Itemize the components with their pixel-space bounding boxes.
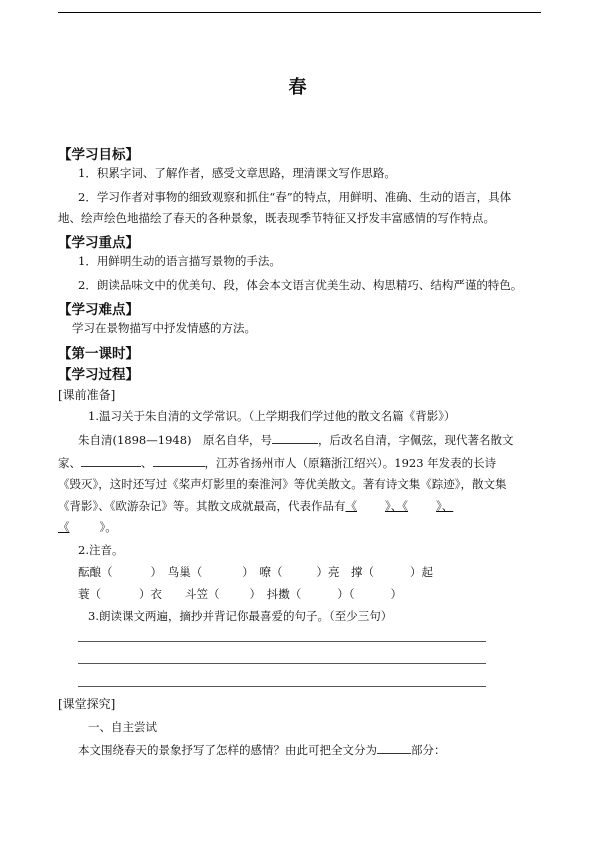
work-bracket: 》。	[99, 520, 117, 534]
author-line-3: 《毁灭》，这时还写过《桨声灯影里的秦淮河》等优美散文。著有诗文集《踪迹》，散文集	[58, 477, 507, 491]
answer-line-3[interactable]	[78, 686, 486, 687]
work-blank[interactable]	[357, 498, 385, 510]
focus-2: 2．朗读品味文中的优美句、段，体会本文语言优美生动、构思精巧、结构严谨的特色。	[78, 278, 523, 292]
work-blank[interactable]	[70, 519, 100, 531]
goal-1: 1．积累字词、了解作者，感受文章思路，理清课文写作思路。	[78, 166, 396, 180]
identity-blank[interactable]	[125, 454, 141, 467]
author-text: 《背影》、《欧游杂记》等。其散文成就最高，代表作品有	[58, 499, 346, 513]
prep-1: 1.温习关于朱自清的文学常识。（上学期我们学过他的散文名篇《背影》）	[88, 409, 456, 423]
pinyin-row-1	[78, 564, 433, 580]
class-heading: [课堂探究]	[58, 697, 116, 711]
pinyin-text: ）	[390, 587, 402, 601]
work-blank[interactable]	[408, 498, 436, 510]
pinyin-text: ）亮 撑（	[316, 565, 374, 579]
pinyin-text: 蓑（	[78, 587, 101, 601]
pinyin-text: ） 嘹（	[242, 565, 283, 579]
pinyin-heading: 2.注音。	[78, 543, 124, 557]
author-text: 、	[141, 456, 153, 470]
work-bracket: 《	[58, 520, 70, 534]
answer-line-2[interactable]	[78, 663, 486, 664]
work-bracket: 《	[345, 499, 357, 513]
nickname-blank[interactable]	[272, 431, 318, 444]
explore-1: 一、自主尝试	[88, 720, 157, 734]
goal-2a: 2．学习作者对事物的细致观察和抓住“春”的特点，用鲜明、准确、生动的语言，具体	[78, 190, 512, 204]
identity-blank[interactable]	[153, 454, 205, 467]
author-text: 家、	[58, 456, 81, 470]
question-text: 本文围绕春天的景象抒写了怎样的感情？由此可把全文分为	[78, 743, 377, 757]
answer-line-1[interactable]	[78, 641, 486, 642]
identity-blank[interactable]	[81, 454, 125, 467]
pinyin-text: ）起	[410, 565, 433, 579]
work-bracket: 》、	[436, 499, 454, 513]
goals-heading: 【学习目标】	[58, 147, 139, 163]
author-line-1	[78, 431, 514, 448]
focus-heading: 【学习重点】	[58, 235, 139, 251]
pinyin-text: ）（	[337, 587, 355, 601]
author-text: 朱自清(1898—1948) 原名自华，号	[78, 433, 273, 447]
author-line-2	[58, 454, 496, 471]
question-1	[78, 741, 446, 758]
author-text: ，后改名自清，字佩弦，现代著名散文	[318, 433, 514, 447]
pinyin-text: 酝酿（	[78, 565, 113, 579]
pinyin-row-2	[78, 586, 402, 602]
process-heading: 【学习过程】	[58, 367, 139, 383]
lesson-heading: 【第一课时】	[58, 346, 139, 362]
author-line-5	[58, 519, 117, 535]
focus-1: 1．用鲜明生动的语言描写景物的手法。	[78, 254, 281, 268]
pinyin-text: ） 鸟巢（	[150, 565, 203, 579]
page-title: 春	[288, 77, 307, 98]
question-text: 部分：	[411, 743, 446, 757]
reading-task: 3.朗读课文两遍，摘抄并背记你最喜爱的句子。（至少三句）	[88, 609, 393, 623]
parts-blank[interactable]	[377, 741, 411, 754]
difficulty-heading: 【学习难点】	[58, 302, 139, 318]
author-line-4	[58, 498, 453, 514]
prep-heading: [课前准备]	[58, 388, 116, 402]
top-rule	[58, 12, 541, 13]
work-bracket: 》、《	[385, 499, 408, 513]
author-text: ，江苏省扬州市人（原籍浙江绍兴）。1923 年发表的长诗	[204, 456, 497, 470]
goal-2b: 地、绘声绘色地描绘了春天的各种景象，既表现季节特征又抒发丰富感情的写作特点。	[58, 211, 495, 225]
pinyin-text: ）衣 斗笠（	[139, 587, 220, 601]
difficulty-1: 学习在景物描写中抒发情感的方法。	[72, 321, 256, 335]
pinyin-text: ） 抖擞（	[249, 587, 302, 601]
